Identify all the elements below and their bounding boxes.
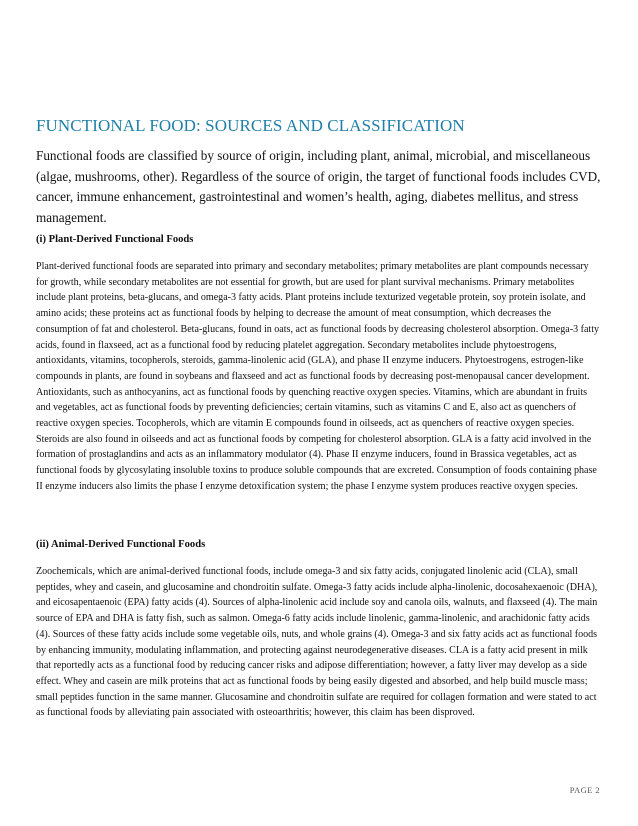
intro-paragraph: Functional foods are classified by source of origin, including plant, animal, microbial, and miscellaneous (algae, mushrooms, other). Regardless of the source of origin, the target of functional foods includes CVD, cancer, immune enhancement, gastrointestinal and women’s health, aging, diabetes mellitus, and stress management. [36, 148, 601, 225]
section-body-plant: Plant-derived functional foods are separated into primary and secondary metabolites; primary metabolites are plant compounds necessary for growth, while secondary metabolites are not essential for growth, but are used for plant survival mechanisms. Primary metabolites include plant proteins, beta-glucans, and omega-3 fatty acids. Plant proteins include texturized vegetable protein, soy protein isolate, and amino acids; these proteins act as functional foods by helping to decrease the amount of meat consumption, which decreases the consumption of fat and cholesterol. Beta-glucans, found in oats, act as functional foods by decreasing cholesterol absorption. Omega-3 fatty acids, found in flaxseed, act as a functional food by reducing platelet aggregation. Secondary metabolites include phytoestrogens, antioxidants, vitamins, tocopherols, steroids, gamma-linolenic acid (GLA), and phase II enzyme inducers. Phytoestrogens, estrogen-like compounds in plants, are found in soybeans and flaxseed and act as functional foods by decreasing post-menopausal cancer development. Antioxidants, such as anthocyanins, act as functional foods by quenching reactive oxygen species. Vitamins, which are abundant in fruits and vegetables, act as functional foods by preventing deficiencies; certain vitamins, such as vitamins C and E, also act as quenchers of reactive oxygen species. Tocopherols, which are vitamin E compounds found in oilseeds, act as quenchers of reactive oxygen species. Steroids are also found in oilseeds and act as functional foods by competing for cholesterol absorption. GLA is a fatty acid involved in the formation of prostaglandins and acts as an inflammatory modulator (4). Phase II enzyme inducers, found in Brassica vegetables, act as functional foods by glycosylating insoluble toxins to produce soluble compounds that are excreted. Consumption of foods containing phase II enzyme inducers also limits the phase I enzyme detoxification system; the phase I enzyme system produces reactive oxygen species. [36, 261, 600, 492]
section-heading-plant: (i) Plant-Derived Functional Foods [36, 234, 194, 245]
section-heading-animal: (ii) Animal-Derived Functional Foods [36, 539, 206, 550]
page-number: PAGE 2 [569, 785, 600, 795]
page-title: FUNCTIONAL FOOD: SOURCES AND CLASSIFICATION [36, 116, 465, 135]
section-body-animal: Zoochemicals, which are animal-derived functional foods, include omega-3 and six fatty acids, conjugated linolenic acid (CLA), small peptides, whey and casein, and glucosamine and chondroitin sulfate. Omega-3 fatty acids include alpha-linolenic, docosahexaenoic (DHA), and eicosapentaenoic (EPA) fatty acids (4). Sources of alpha-linolenic acid include soy and canola oils, walnuts, and flaxseed (4). The main source of EPA and DHA is fatty fish, such as salmon. Omega-6 fatty acids include linolenic, gamma-linolenic, and arachidonic fatty acids (4). Sources of these fatty acids include some vegetable oils, nuts, and whole grains (4). Omega-3 and six fatty acids act as functional foods by enhancing immunity, modulating inflammation, and protecting against neurodegenerative diseases. CLA is a fatty acid present in milk that reportedly acts as a functional food by reducing cancer risks and adipose differentiation; however, a fatty liver may develop as a side effect. Whey and casein are milk proteins that act as functional foods by being easily digested and absorbed, and help build muscle mass; small peptides function in the same manner. Glucosamine and chondroitin sulfate are required for collagen formation and were stated to act as functional foods by alleviating pain associated with osteoarthritis; however, this claim has been disproved. [36, 566, 598, 719]
